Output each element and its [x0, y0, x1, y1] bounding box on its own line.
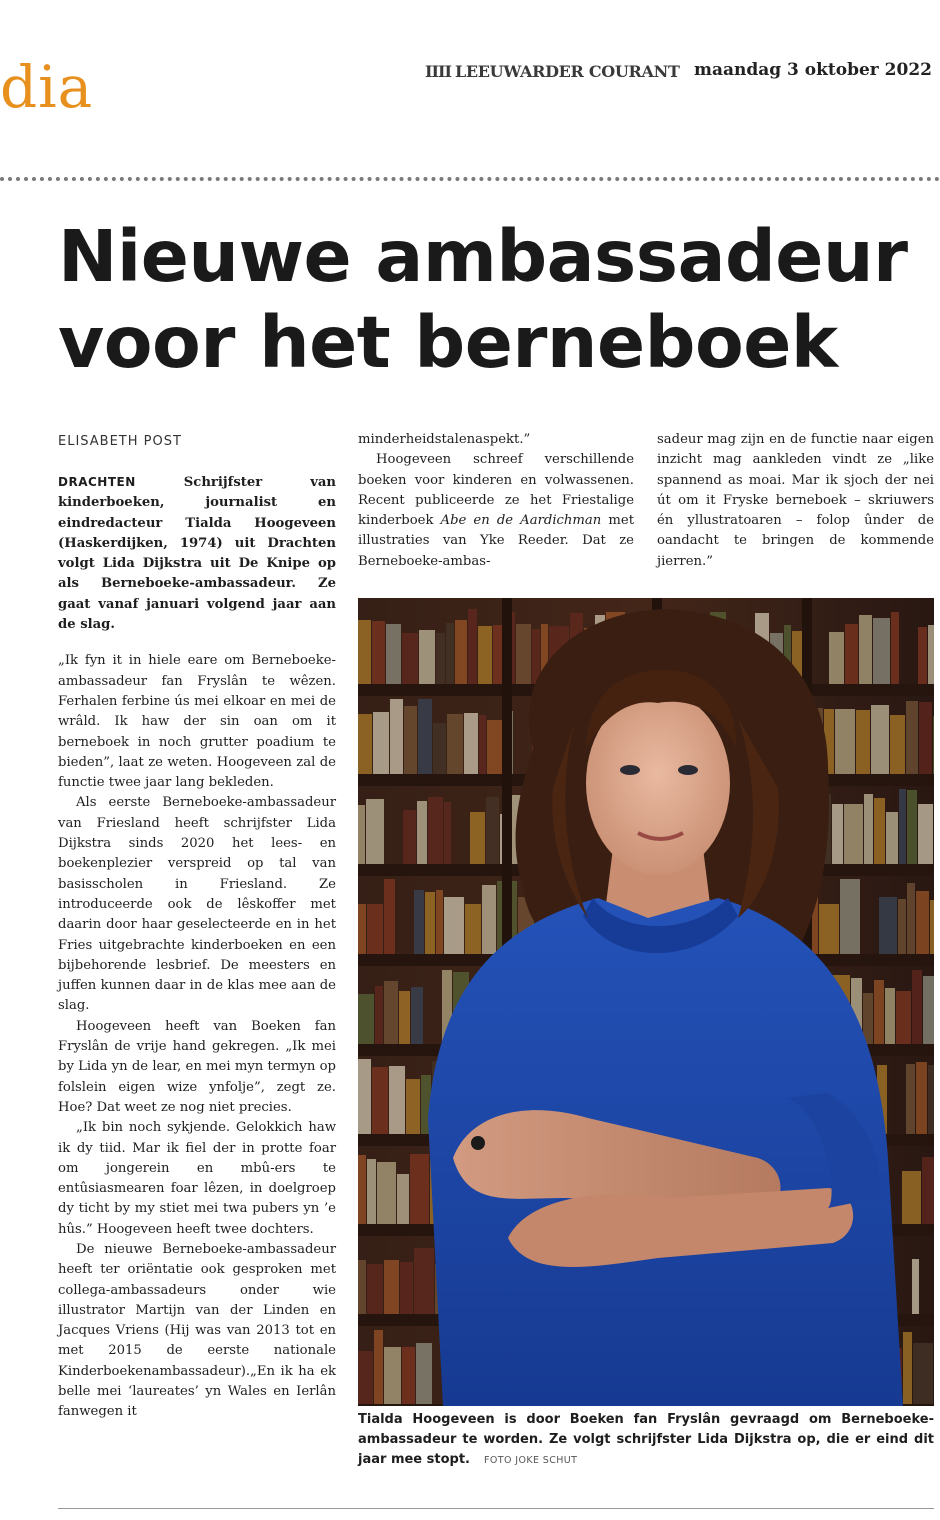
- lead-paragraph: [58, 472, 336, 635]
- caption-text: Tialda Hoogeveen is door Boeken fan Fryslân gevraagd om Berneboeke-ambassadeur te worden. Ze volgt schrijfster Lida Dijkstra op, die er eind dit jaar mee stopt.: [358, 1412, 934, 1467]
- photo-caption: [358, 1410, 934, 1471]
- dateline: DRACHTEN: [58, 475, 136, 489]
- newspaper-name: LEEUWARDER COURANT: [454, 62, 680, 81]
- article-column-1: [58, 472, 336, 1423]
- headline-line-1: Nieuwe ambassadeur: [58, 215, 908, 298]
- book-title: Abe en de Aardichman: [440, 513, 602, 529]
- headline: [58, 214, 928, 386]
- article-column-3: [657, 430, 934, 572]
- paragraph-text: Hoogeveen schreef verschillende boeken voor kinderen en volwassenen. Recent publiceerde ze het Friestalige kinderboek: [358, 452, 634, 529]
- body-paragraph: Hoogeveen heeft van Boeken fan Fryslân de vrije hand gekregen. „Ik mei by Lida yn de lear, en mei myn termyn op folslein eigen wize ynfolje”, zegt ze. Hoe? Dat weet ze nog niet precies.: [58, 1018, 336, 1115]
- bottom-rule: [58, 1508, 934, 1509]
- masthead-bars-icon: IIII: [425, 62, 451, 81]
- portrait-illustration: [358, 598, 934, 1406]
- body-paragraph: De nieuwe Berneboeke-ambassadeur heeft ter oriëntatie ook gesproken met collega-ambassadeurs onder wie illustrator Martijn van der Linden en Jacques Vriens (Hij was van 2013 tot en met 2015 de eerste nationale Kinderboekenambassadeur).„En ik ha ek belle mei ‘laureates’ yn Wales en Ierlân fanwegen it: [58, 1241, 336, 1420]
- body-paragraph: Als eerste Berneboeke-ambassadeur van Friesland heeft schrijfster Lida Dijkstra sinds 2020 het lees- en boekenplezier verspreid op tal van basisscholen in Friesland. Ze introduceerde ook de lêskoffer met daarin door haar geselecteerde en in het Fries uitgebrachte kinderboeken en een bijbehorende lesbrief. De meesters en juffen kunnen daar in de klas mee aan de slag.: [58, 795, 336, 1014]
- section-label: dia: [0, 53, 94, 121]
- body-paragraph: sadeur mag zijn en de functie naar eigen inzicht mag aankleden vindt ze „like spannend as moai. Mar ik sjoch der nei út om it Fryske berneboek – skriuwers én yllustratoaren – folop ûnder de oandacht te bringen de kommende jierren.”: [657, 432, 934, 569]
- publication-date: maandag 3 oktober 2022: [693, 60, 932, 80]
- photo-credit: FOTO JOKE SCHUT: [484, 1455, 578, 1466]
- dotted-divider: [0, 177, 940, 181]
- lead-text: Schrijfster van kinderboeken, journalist en eindredacteur Tialda Hoogeveen (Haskerdijken, 1974) uit Drachten volgt Lida Dijkstra uit De Knipe op als Berneboeke-ambassadeur. Ze gaat vanaf januari volgend jaar aan de slag.: [58, 475, 336, 633]
- body-paragraph: [358, 450, 634, 572]
- body-paragraph: minderheidstalenaspekt.”: [358, 432, 531, 447]
- portrait-photo: [358, 598, 934, 1406]
- newspaper-masthead: [425, 62, 680, 81]
- headline-line-2: voor het berneboek: [58, 301, 838, 384]
- article-column-2: [358, 430, 634, 572]
- byline: ELISABETH POST: [58, 434, 182, 449]
- paragraph-text: met illustraties van Yke Reeder. Dat ze Berneboeke-ambas-: [358, 513, 634, 569]
- body-paragraph: „Ik fyn it in hiele eare om Berneboeke-ambassadeur fan Fryslân te wêzen. Ferhalen ferbine ús mei elkoar en mei de wrâld. Ik haw der sin oan om it berneboek in noch grutter poadium te bieden”, laat ze weten. Hoogeveen zal de functie twee jaar lang bekleden.: [58, 653, 336, 791]
- body-paragraph: „Ik bin noch sykjende. Gelokkich haw ik dy tiid. Mar ik fiel der in protte foar om jongerein en mbû-ers te entûsiasmearen foar lêzen, in doelgroep dy ticht by my stiet mei twa pubers yn ’e hûs.” Hoogeveen heeft twee dochters.: [58, 1120, 336, 1237]
